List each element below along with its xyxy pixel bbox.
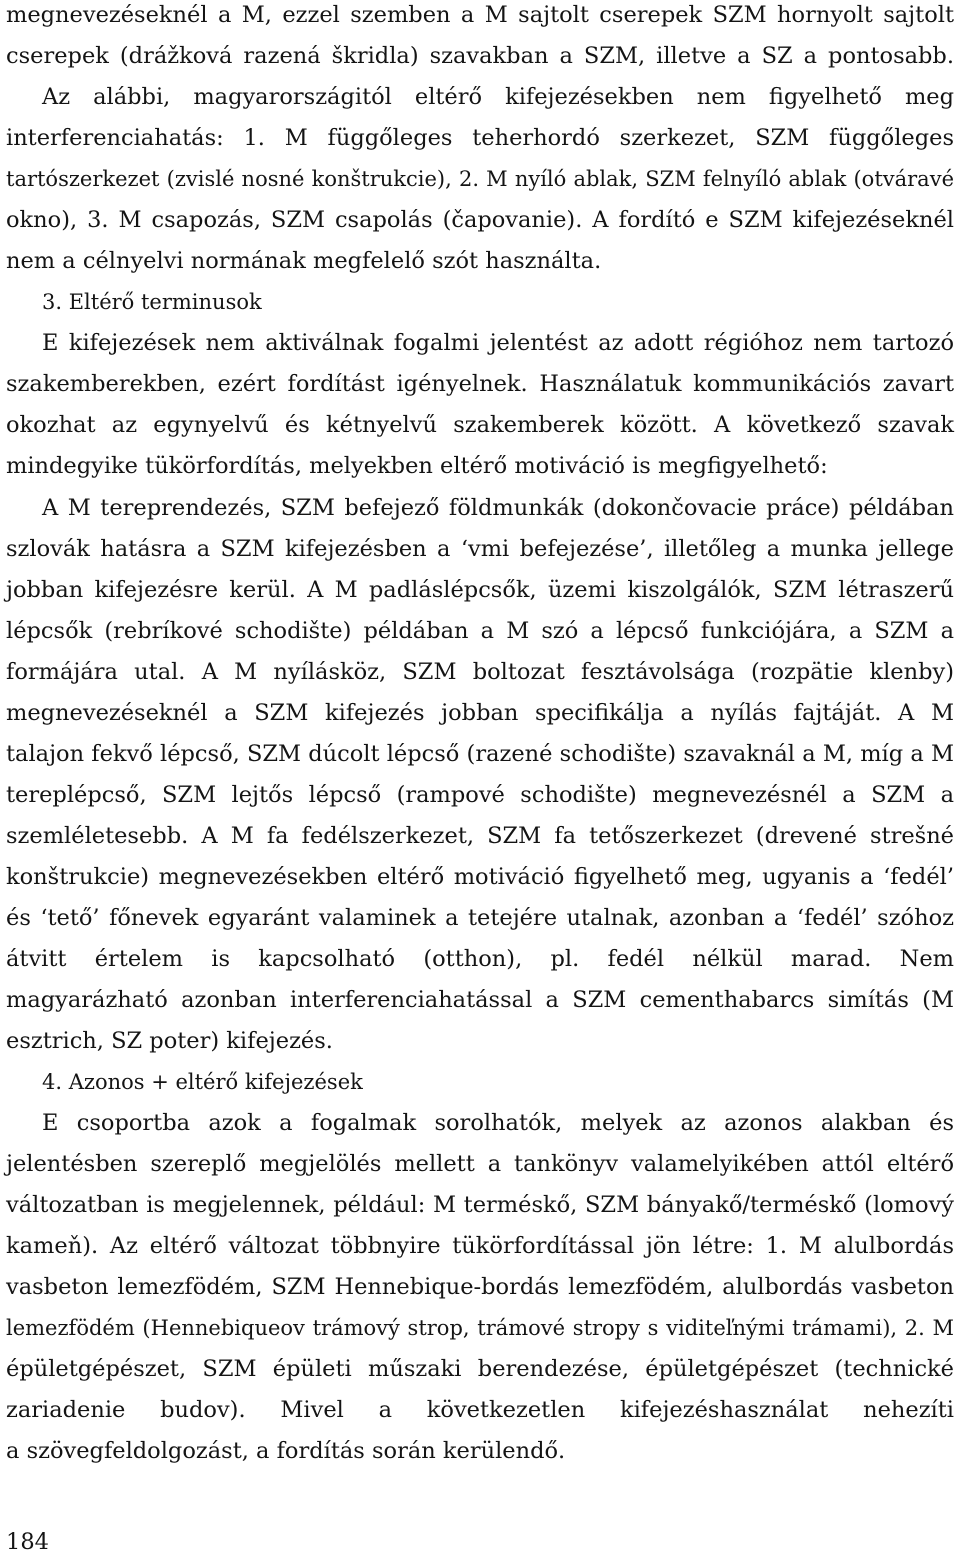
text-line: épületgépészet, SZM épületi műszaki berendezése, épületgépészet (technické	[6, 1356, 954, 1382]
text-line: szlovák hatásra a SZM kifejezésben a ‘vmi befejezése’, illetőleg a munka jellege	[6, 536, 954, 562]
text-line: megnevezéseknél a M, ezzel szemben a M sajtolt cserepek SZM hornyolt sajtolt	[6, 2, 954, 28]
text-line: okozhat az egynyelvű és kétnyelvű szakemberek között. A következő szavak	[6, 412, 954, 438]
text-line: okno), 3. M csapozás, SZM csapolás (čapovanie). A fordító e SZM kifejezéseknél	[6, 207, 954, 233]
text-line: és ‘tető’ főnevek egyaránt valaminek a tetejére utalnak, azonban a ‘fedél’ szóhoz	[6, 905, 954, 931]
text-line: formájára utal. A M nyílásköz, SZM boltozat fesztávolsága (rozpätie klenby)	[6, 659, 954, 685]
page-number: 184	[6, 1529, 49, 1555]
text-line: lépcsők (rebríkové schodište) példában a M szó a lépcső funkciójára, a SZM a	[6, 618, 954, 644]
text-line: vasbeton lemezfödém, SZM Hennebique-bordás lemezfödém, alulbordás vasbeton	[6, 1274, 954, 1300]
text-line: jelentésben szereplő megjelölés mellett a tankönyv valamelyikében attól eltérő	[6, 1151, 954, 1177]
text-line: a szövegfeldolgozást, a fordítás során kerülendő.	[6, 1438, 566, 1464]
text-line: talajon fekvő lépcső, SZM dúcolt lépcső (razené schodište) szavaknál a M, míg a M	[6, 741, 954, 767]
text-line: változatban is megjelennek, például: M terméskő, SZM bányakő/terméskő (lomový	[6, 1192, 954, 1218]
text-line: E csoportba azok a fogalmak sorolhatók, melyek az azonos alakban és	[42, 1110, 954, 1136]
text-line: magyarázható azonban interferenciahatással a SZM cementhabarcs simítás (M	[6, 987, 954, 1013]
text-line: lemezfödém (Hennebiqueov trámový strop, trámové stropy s viditeľnými trámami), 2. M	[6, 1316, 954, 1340]
section-heading: 4. Azonos + eltérő kifejezések	[42, 1070, 363, 1094]
text-line: E kifejezések nem aktiválnak fogalmi jelentést az adott régióhoz nem tartozó	[42, 330, 954, 356]
text-line: átvitt értelem is kapcsolható (otthon), pl. fedél nélkül marad. Nem	[6, 946, 954, 972]
text-line: mindegyike tükörfordítás, melyekben eltérő motiváció is megfigyelhető:	[6, 453, 828, 479]
text-line: cserepek (drážková razená škridla) szavakban a SZM, illetve a SZ a pontosabb.	[6, 43, 954, 69]
section-heading: 3. Eltérő terminusok	[42, 290, 262, 314]
text-line: nem a célnyelvi normának megfelelő szót használta.	[6, 248, 602, 274]
text-line: esztrich, SZ poter) kifejezés.	[6, 1028, 333, 1054]
text-line: megnevezéseknél a SZM kifejezés jobban specifikálja a nyílás fajtáját. A M	[6, 700, 954, 726]
text-line: zariadenie budov). Mivel a következetlen kifejezéshasználat nehezíti	[6, 1397, 954, 1423]
text-line: Az alábbi, magyarországitól eltérő kifejezésekben nem figyelhető meg	[42, 84, 954, 110]
text-line: konštrukcie) megnevezésekben eltérő motiváció figyelhető meg, ugyanis a ‘fedél’	[6, 864, 954, 890]
text-line: kameň). Az eltérő változat többnyire tükörfordítással jön létre: 1. M alulbordás	[6, 1233, 954, 1259]
text-line: tereplépcső, SZM lejtős lépcső (rampové schodište) megnevezésnél a SZM a	[6, 782, 954, 808]
text-line: interferenciahatás: 1. M függőleges teherhordó szerkezet, SZM függőleges	[6, 125, 954, 151]
text-line: tartószerkezet (zvislé nosné konštrukcie), 2. M nyíló ablak, SZM felnyíló ablak (otváravé	[6, 167, 954, 191]
text-line: jobban kifejezésre kerül. A M padláslépcsők, üzemi kiszolgálók, SZM létraszerű	[6, 577, 954, 603]
text-line: A M tereprendezés, SZM befejező földmunkák (dokončovacie práce) példában	[42, 495, 954, 521]
text-line: szakemberekben, ezért fordítást igényelnek. Használatuk kommunikációs zavart	[6, 371, 954, 397]
text-line: szemléletesebb. A M fa fedélszerkezet, SZM fa tetőszerkezet (drevené strešné	[6, 823, 954, 849]
